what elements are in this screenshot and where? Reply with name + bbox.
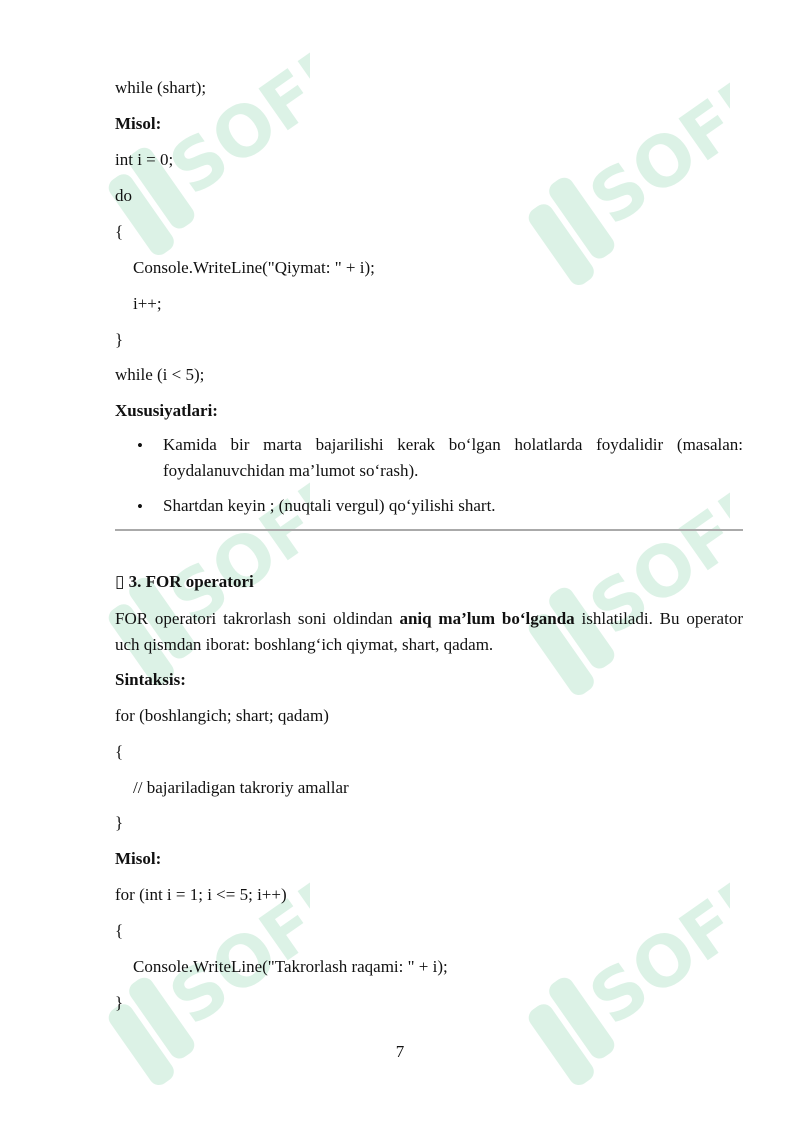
- missing-glyph-icon: ▯: [115, 572, 125, 591]
- code-line: int i = 0;: [115, 150, 174, 169]
- code-line: }: [115, 330, 124, 349]
- syntax-label: Sintaksis:: [115, 670, 186, 689]
- code-line: Console.WriteLine("Takrorlash raqami: " + i);: [133, 957, 448, 976]
- code-comment: // bajariladigan takroriy amallar: [133, 778, 349, 797]
- bullet-dot: •: [137, 497, 143, 516]
- page-number: 7: [395, 1042, 405, 1061]
- watermark-logo: [490, 30, 730, 335]
- code-line: for (int i = 1; i <= 5; i++): [115, 885, 287, 904]
- section-heading: [115, 571, 254, 593]
- svg-text:SOFF: SOFF: [575, 855, 730, 1042]
- code-line: i++;: [133, 294, 162, 313]
- code-line: {: [115, 742, 124, 761]
- soff-logo-icon: [70, 830, 310, 1130]
- list-item: Shartdan keyin ; (nuqtali vergul) qo‘yilishi shart.: [163, 496, 496, 515]
- soff-logo-icon: [490, 30, 730, 330]
- soff-logo-icon: [70, 0, 310, 300]
- code-line: while (i < 5);: [115, 365, 205, 384]
- features-label: Xususiyatlari:: [115, 401, 218, 420]
- code-line: while (shart);: [115, 78, 207, 97]
- code-line: }: [115, 993, 124, 1012]
- code-line: for (boshlangich; shart; qadam): [115, 706, 329, 725]
- soff-logo-icon: [490, 440, 730, 740]
- watermark-logo: [490, 440, 730, 745]
- code-line: }: [115, 813, 124, 832]
- watermark-logo: [70, 830, 310, 1135]
- paragraph-text: FOR operatori takrorlash soni oldindan: [115, 609, 400, 628]
- paragraph-text: ishlatiladi. Bu operator uch qismdan iborat: boshlang‘ich qiymat, shart, qadam.: [115, 609, 743, 654]
- watermark-logo: [490, 830, 730, 1135]
- soff-logo-icon: [490, 830, 730, 1130]
- section-paragraph: [115, 606, 743, 658]
- code-line: {: [115, 921, 124, 940]
- bullet-dot: •: [137, 436, 143, 455]
- list-item: Kamida bir marta bajarilishi kerak bo‘lgan holatlarda foydalidir (masalan: foydalanuvchidan ma’lumot so‘rash).: [163, 435, 743, 480]
- code-line: Console.WriteLine("Qiymat: " + i);: [133, 258, 375, 277]
- svg-text:SOFF: SOFF: [575, 55, 730, 242]
- example-label: Misol:: [115, 114, 162, 133]
- svg-text:SOFF: SOFF: [155, 455, 310, 642]
- svg-text:SOFF: SOFF: [575, 465, 730, 652]
- code-line: {: [115, 222, 124, 241]
- code-line: do: [115, 186, 132, 205]
- svg-text:SOFF: SOFF: [155, 25, 310, 212]
- section-heading-text: 3. FOR operatori: [128, 572, 254, 591]
- paragraph-emphasis: aniq ma’lum bo‘lganda: [399, 609, 575, 628]
- horizontal-divider: [115, 529, 743, 531]
- svg-text:SOFF: SOFF: [155, 855, 310, 1042]
- example-label: Misol:: [115, 849, 162, 868]
